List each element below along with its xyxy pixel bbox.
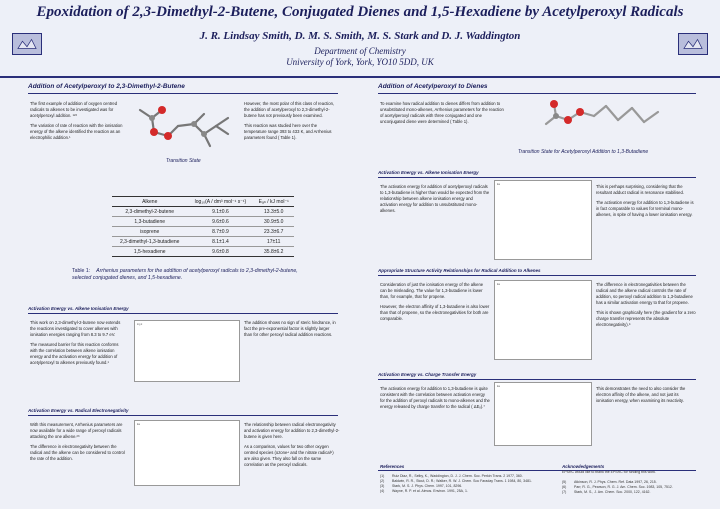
plot-axis-label: Ea xyxy=(137,423,141,426)
right-ct-col1 xyxy=(380,386,490,414)
paragraph: To examine how radical addition to dienes differs from addition to unsubstituted mono-alkenes, Arrhenius parameters for the reaction of acetylperoxyl radicals with three conjugated and one unconjugated diene were determined ( Table 1). xyxy=(380,101,504,124)
table-cell: 9.6±0.8 xyxy=(212,248,229,255)
references-list xyxy=(380,474,534,494)
acknowledgements-title: Acknowledgements xyxy=(562,464,605,469)
paragraph: This reaction was studied here over the temperature range 393 to 433 K, and Arrhenius parameters found ( Table 1). xyxy=(244,123,332,140)
reference-text: Ruiz Diaz, R., Selby, K., Waddington, D. J. J. Chem. Soc. Perkin Trans. 2 1977, 360. xyxy=(392,474,523,478)
address: University of York, York, YO10 5DD, UK xyxy=(286,57,434,67)
reference-text: Atkinson, R. J. Phys. Chem. Ref. Data 1997, 26, 215. xyxy=(574,480,657,484)
divider xyxy=(378,379,696,380)
acknowledgements-text xyxy=(562,470,698,475)
right-ct-title: Activation Energy vs. Charge Transfer Energy xyxy=(378,372,477,377)
paragraph: The activation energy for addition of acetylperoxyl radicals to 1,3-butadiene is higher than would be expected from the relationship between alkene ionisation energy and activation energy for addition to unsubstituted mono-alkenes. xyxy=(380,184,490,213)
ie-correlation-plot xyxy=(134,320,240,382)
table-caption-label: Table 1: xyxy=(72,268,91,274)
table-cell: 13.3±5.0 xyxy=(264,208,284,215)
poster-authors: J. R. Lindsay Smith, D. M. S. Smith, M. S. Stark and D. J. Waddington xyxy=(199,30,521,42)
plot-axis-label: log k xyxy=(137,323,143,326)
diene-ts-label: Transition State for Acetylperoxyl Addition to 1,3-Butadiene xyxy=(518,149,649,155)
divider xyxy=(28,313,338,314)
reference-number: (3) xyxy=(380,484,385,488)
references-title: References xyxy=(380,464,405,469)
sar-plot xyxy=(494,280,592,360)
column-header: Alkene xyxy=(142,198,158,205)
table-row xyxy=(112,227,294,237)
table-cell: isoprene xyxy=(140,228,160,235)
right-section-title: Addition of Acetylperoxyl to Dienes xyxy=(378,83,488,90)
transition-state-label: Transition State xyxy=(166,158,201,164)
left-intro-col1 xyxy=(30,101,130,145)
paragraph: This is perhaps surprising, considering that the resultant adduct radical is resonance stabilised. xyxy=(596,184,684,195)
paragraph: The addition shows no sign of steric hindrance, in fact the pre-exponential factor is slightly larger than for other peroxyl radical addition reactions. xyxy=(244,320,336,337)
column-header: log₁₀(A / dm³ mol⁻¹ s⁻¹) xyxy=(194,198,247,205)
plot-axis-label: Ea xyxy=(497,385,501,388)
table-cell: 23.3±6.7 xyxy=(264,228,284,235)
poster-title: Epoxidation of 2,3-Dimethyl-2-Butene, Conjugated Dienes and 1,5-Hexadiene by Acetylperoxyl Radicals xyxy=(36,4,684,20)
diene-transition-state-molecule xyxy=(540,90,668,146)
paragraph: This work on 2,3-dimethyl-2-butene now extends the reactions investigated to cover alkenes with ionisation energies ranging from 8.3 to 9.7 eV. xyxy=(30,320,121,337)
paragraph: Consideration of just the ionisation energy of the alkene can be misleading. The value for 1,3-butadiene is lower than, for example, that for propene. xyxy=(380,282,484,299)
divider xyxy=(28,415,338,416)
charge-transfer-plot xyxy=(494,382,592,446)
right-ie-col1 xyxy=(380,184,490,218)
left-el-col2 xyxy=(244,422,340,472)
paragraph: However, the most polar of this class of reaction, the addition of acetylperoxyl to 2,3-dimethyl-2-butene has not previously been examined. xyxy=(244,101,335,118)
acknowledgement: EPSRC would like to thank the EPSRC for funding this work. xyxy=(562,470,656,474)
right-ct-col2 xyxy=(596,386,696,408)
table-cell: 17±11 xyxy=(266,238,281,245)
right-ie-title: Activation Energy vs. Alkene Ionisation Energy xyxy=(378,170,479,175)
reference-number: (2) xyxy=(380,479,385,483)
reference-text: Baldwin, R. R., Stout, D. R.; Walker, R. W. J. Chem. Soc Faraday Trans. 1 1984, 80, 3481. xyxy=(392,479,532,483)
plot-axis-label: Ea xyxy=(497,283,501,286)
paragraph: The relationship between radical electronegativity and activation energy for addition to 2,3-dimethyl-2-butene is given here. xyxy=(244,422,340,439)
reference-number: (7) xyxy=(562,490,567,494)
paragraph: The activation energy for addition to 1,3-butadiene is quite consistent with the correlation between activation energy for the addition of peroxyl radicals to mono-alkenes and the energy released by charge transfer to the radical ( ΔEₓ).⁷ xyxy=(380,386,490,409)
paragraph: The measured barrier for this reaction conforms with the correlation between alkene ionisation energy and the activation energy for addition of acetylperoxyl to alkenes previously found.¹ xyxy=(30,342,119,365)
references-list-2 xyxy=(562,480,698,495)
arrhenius-table xyxy=(112,196,294,257)
left-intro-col2 xyxy=(244,101,340,145)
diene-ie-plot xyxy=(494,180,592,260)
paragraph: As a comparison, values for two other oxygen centred species (ozone⁴ and the nitrate radical⁵) are also given. They also fall on the same correlation as the peroxyl radicals. xyxy=(244,444,334,467)
left-ie-col2 xyxy=(244,320,336,342)
divider xyxy=(378,275,696,276)
department: Department of Chemistry xyxy=(314,46,406,56)
table-row xyxy=(112,217,294,227)
paragraph: The difference in electronegativity between the radical and the alkene can be considered to control the rate of the addition. xyxy=(30,444,125,461)
right-sar-col1 xyxy=(380,282,490,326)
reference-item xyxy=(380,489,534,494)
paragraph: The first example of addition of oxygen centred radicals to alkenes to be investigated was for acetylperoxyl addition. ¹²³ xyxy=(30,101,118,118)
left-el-title: Activation Energy vs. Radical Electronegativity xyxy=(28,408,129,413)
paragraph: However, the electron affinity of 1,3-butadiene is also lower than that of propene, so the electronegativities for both are comparable. xyxy=(380,304,490,321)
divider xyxy=(378,177,696,178)
table-cell: 2,3-dimethyl-2-butene xyxy=(125,208,175,215)
table-caption xyxy=(72,268,302,282)
right-intro xyxy=(380,101,506,129)
left-ie-title: Activation Energy vs. Alkene Ionisation Energy xyxy=(28,306,129,311)
right-ie-col2 xyxy=(596,184,696,222)
right-sar-title: Appropriate Structure Activity Relationships for Radical Addition to Alkenes xyxy=(378,268,541,273)
reference-text: Wayne, R. P. et al. Atmos. Environ. 1991, 25A, 1. xyxy=(392,489,468,493)
paragraph: The difference in electronegativities between the radical and the alkene radical controls the rate of addition, so peroxyl radical addition to 1,3-butadiene has a similar activation energy to that for propene. xyxy=(596,282,693,305)
reference-item xyxy=(562,490,698,495)
reference-number: (4) xyxy=(380,489,385,493)
table-caption-text: Arrhenius parameters for the addition of acetylperoxyl radicals to 2,3-dimethyl-2-butene, selected conjugated dienes, and 1,5-hexadiene. xyxy=(72,268,298,281)
table-row xyxy=(112,207,294,217)
table-cell: 9.1±0.6 xyxy=(212,208,229,215)
reference-text: Stark, M. S. J. Phys. Chem. 1997, 101, 8296. xyxy=(392,484,463,488)
table-cell: 9.6±0.6 xyxy=(212,218,229,225)
table-cell: 30.9±5.0 xyxy=(264,218,284,225)
table-cell: 8.7±0.9 xyxy=(212,228,229,235)
paragraph: This demonstrates the need to also consider the electron affinity of the alkene, and not just its ionisation energy, when examining its reactivity. xyxy=(596,386,686,403)
table-cell: 35.8±6.2 xyxy=(264,248,284,255)
divider xyxy=(28,93,338,94)
electronegativity-plot xyxy=(134,420,240,486)
paragraph: The variation of rate of reaction with the ionisation energy of the alkene identified the reaction as an electrophilic addition.¹ xyxy=(30,123,123,140)
table-cell: 1,5-hexadiene xyxy=(133,248,166,255)
left-section-title: Addition of Acetylperoxyl to 2,3-Dimethyl-2-Butene xyxy=(28,83,185,90)
table-header-row xyxy=(112,197,294,207)
reference-text: Parr, R. G., Pearson, R. G. J. Am. Chem. Soc. 1983, 105, 7512. xyxy=(574,485,673,489)
reference-text: Stark, M. S., J. Am. Chem. Soc. 2000, 122, 4162. xyxy=(574,490,651,494)
table-row xyxy=(112,247,294,257)
left-ie-col1 xyxy=(30,320,126,370)
paragraph: With this measurement, Arrhenius parameters are now available for a wide range of peroxyl radicals attacking the one alkene.²³ xyxy=(30,422,123,439)
plot-axis-label: Ea xyxy=(497,183,501,186)
right-sar-col2 xyxy=(596,282,696,332)
table-row xyxy=(112,237,294,247)
reference-number: (5) xyxy=(562,480,567,484)
left-el-col1 xyxy=(30,422,130,466)
transition-state-molecule xyxy=(132,96,244,156)
column-header: Eₐₙ / kJ mol⁻¹ xyxy=(258,198,289,205)
reference-number: (6) xyxy=(562,485,567,489)
paragraph: The activation energy for addition to 1,3-butadiene is in fact comparable to values for terminal mono-alkenes, in spite of having a lower ionisation energy. xyxy=(596,200,694,217)
reference-number: (1) xyxy=(380,474,385,478)
table-cell: 1,3-butadiene xyxy=(134,218,166,225)
paragraph: This is shown graphically here (the gradient for a zero charge transfer represents the absolute electronegativity).⁶ xyxy=(596,310,696,327)
table-cell: 8.1±1.4 xyxy=(212,238,229,245)
table-cell: 2,3-dimethyl-1,3-butadiene xyxy=(119,238,180,245)
poster-header xyxy=(0,0,720,78)
